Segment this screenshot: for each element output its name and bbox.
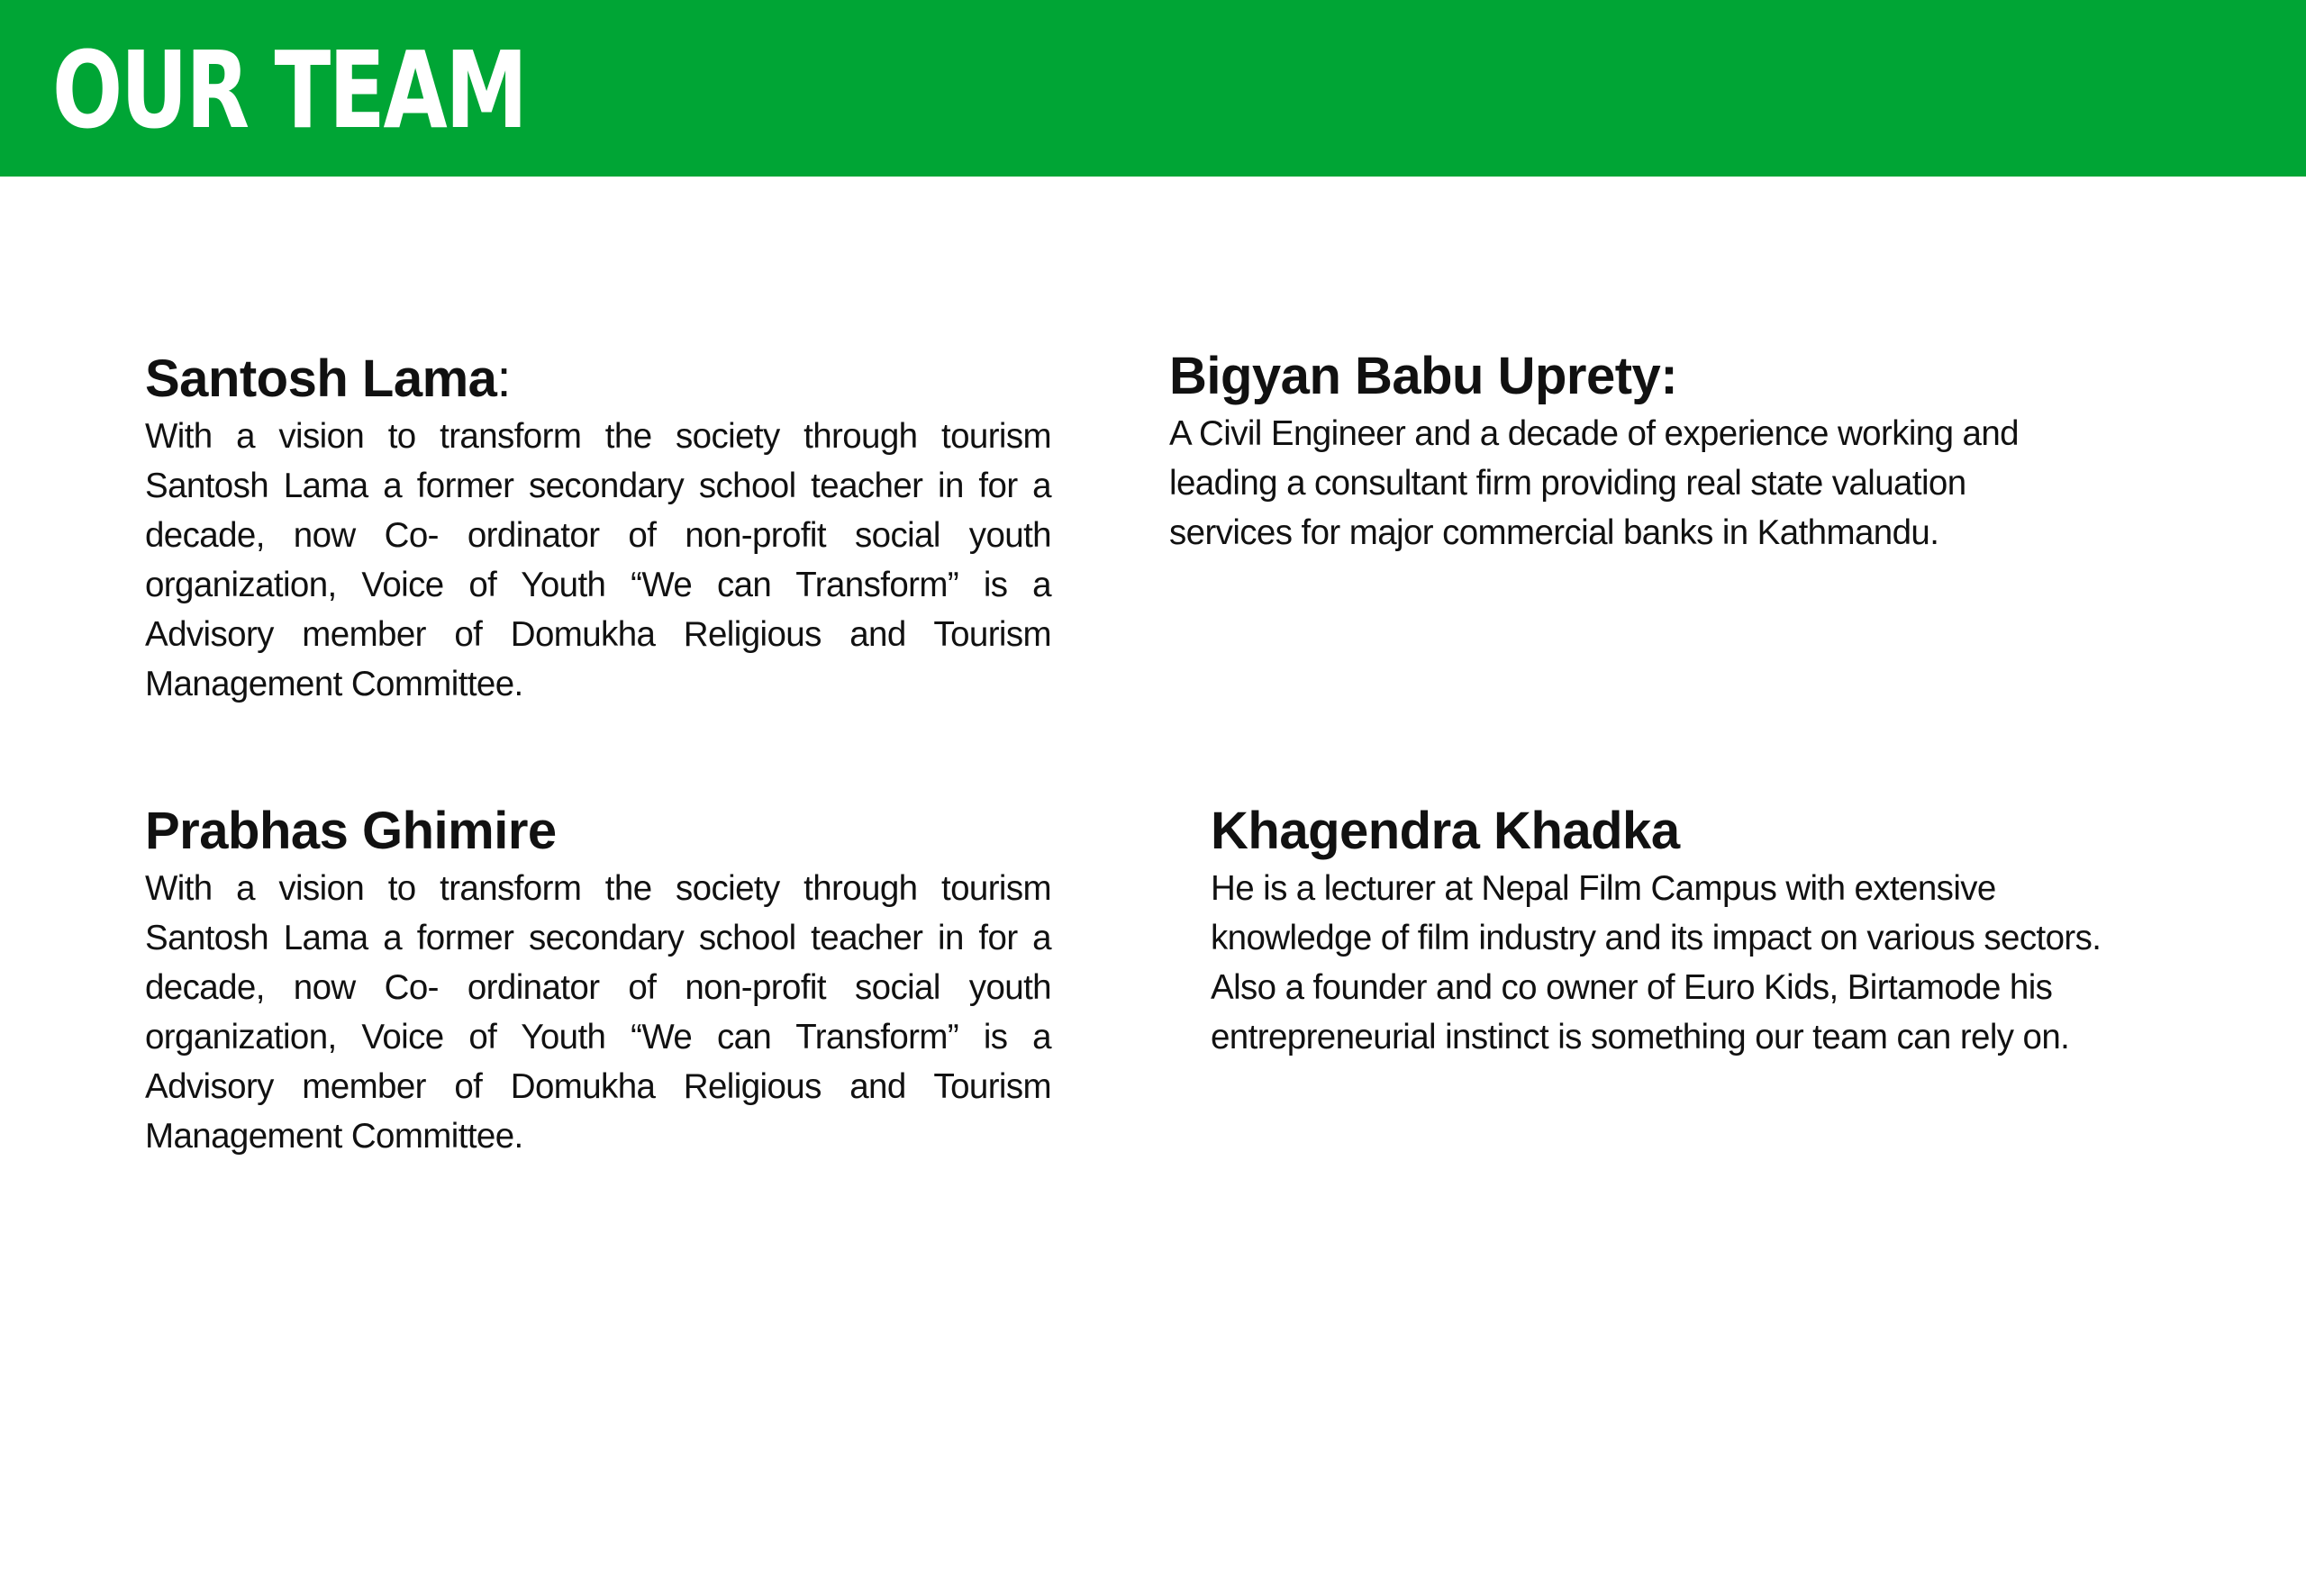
team-member-card <box>145 349 1051 709</box>
member-name-heading <box>1169 346 2079 407</box>
member-bio: With a vision to transform the society through tourism Santosh Lama a former secondary school teacher in for a decade, now Co- ordinator of non-profit social youth organization, Voice of Youth “We can Transform” is a Advisory member of Domukha Religious and Tourism Management Committee. <box>145 417 1051 703</box>
member-name-heading <box>145 349 1051 410</box>
member-name-heading <box>1211 801 2120 862</box>
member-bio: He is a lecturer at Nepal Film Campus with extensive knowledge of film industry and its impact on various sectors. Also a founder and co owner of Euro Kids, Birtamode his entrepreneurial instinct is something our team can rely on. <box>1211 869 2102 1056</box>
page-title: OUR TEAM <box>52 28 526 152</box>
member-name-heading <box>145 801 1051 862</box>
member-name: Santosh Lama <box>145 349 497 408</box>
team-member-card <box>145 801 1051 1161</box>
header-banner <box>0 0 2306 177</box>
member-bio: With a vision to transform the society through tourism Santosh Lama a former secondary school teacher in for a decade, now Co- ordinator of non-profit social youth organization, Voice of Youth “We can Transform” is a Advisory member of Domukha Religious and Tourism Management Committee. <box>145 869 1051 1156</box>
member-name: Bigyan Babu Uprety: <box>1169 347 1678 405</box>
team-member-card <box>1169 346 2079 558</box>
team-member-card <box>1211 801 2120 1062</box>
member-name: Prabhas Ghimire <box>145 802 557 860</box>
member-name: Khagendra Khadka <box>1211 802 1680 860</box>
member-name-suffix: : <box>496 349 512 408</box>
member-bio: A Civil Engineer and a decade of experience working and leading a consultant firm providing real state valuation services for major commercial banks in Kathmandu. <box>1169 414 2019 552</box>
